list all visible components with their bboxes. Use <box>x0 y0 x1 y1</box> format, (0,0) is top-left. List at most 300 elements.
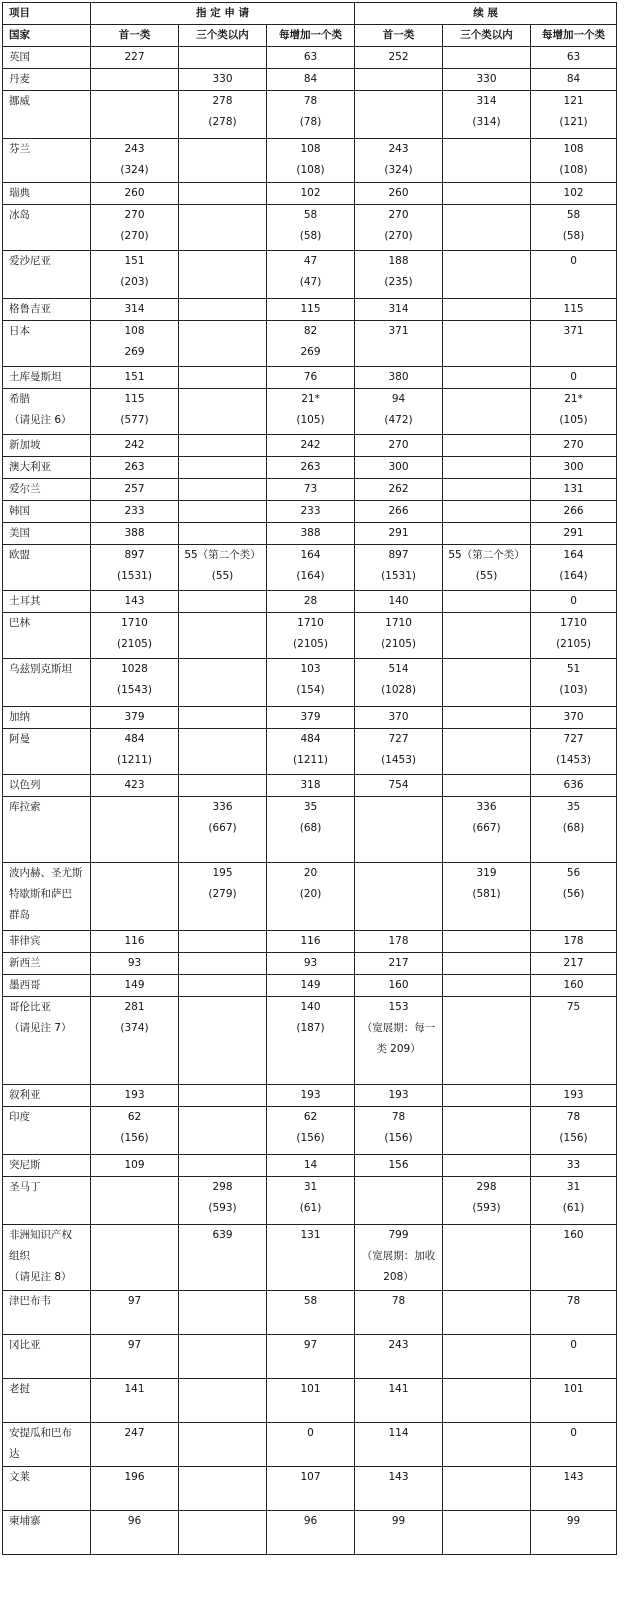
country-name-line: 韩国 <box>9 505 30 517</box>
fee-value-line: 109 <box>124 1159 145 1171</box>
fee-cell <box>267 479 355 501</box>
fee-value-line: 330 <box>476 73 497 85</box>
table-row <box>3 1291 617 1335</box>
fee-value-line: 108 <box>563 143 584 155</box>
country-cell <box>3 1467 91 1511</box>
fee-value-line: 269 <box>300 346 321 358</box>
fee-cell <box>355 975 443 997</box>
fee-cell <box>355 797 443 863</box>
fee-value-line: 141 <box>388 1383 409 1395</box>
fee-cell <box>267 1225 355 1291</box>
fee-cell <box>267 205 355 251</box>
fee-cell <box>267 435 355 457</box>
fee-cell <box>443 389 531 435</box>
fee-value-line: (279) <box>208 888 237 900</box>
fee-cell <box>267 1155 355 1177</box>
fee-value-line: 380 <box>388 371 409 383</box>
country-cell <box>3 1085 91 1107</box>
fee-value-line: 58 <box>303 209 318 221</box>
fee-cell <box>179 435 267 457</box>
table-row <box>3 707 617 729</box>
fee-cell <box>179 1423 267 1467</box>
fee-value-line: 291 <box>563 527 584 539</box>
fee-cell <box>179 367 267 389</box>
fee-value-line: 178 <box>388 935 409 947</box>
fee-value-line: 0 <box>570 371 577 383</box>
fee-value-line: (154) <box>296 684 325 696</box>
fee-value-line: 78 <box>303 95 318 107</box>
fee-cell <box>179 591 267 613</box>
fee-cell <box>179 659 267 707</box>
fee-value-line: 101 <box>563 1383 584 1395</box>
fee-cell <box>355 545 443 591</box>
fee-cell <box>179 251 267 299</box>
fee-cell <box>531 1335 617 1379</box>
fee-cell <box>91 435 179 457</box>
table-row <box>3 775 617 797</box>
table-row <box>3 501 617 523</box>
fee-cell <box>531 1379 617 1423</box>
fee-cell <box>355 205 443 251</box>
country-cell <box>3 523 91 545</box>
fee-value-line: 21* <box>301 393 320 405</box>
country-name-line: 墨西哥 <box>9 979 41 991</box>
fee-value-line: 278 <box>212 95 233 107</box>
fee-cell <box>91 389 179 435</box>
country-cell <box>3 997 91 1085</box>
fee-cell <box>267 91 355 139</box>
fee-cell <box>267 1085 355 1107</box>
country-cell <box>3 975 91 997</box>
fee-cell <box>91 545 179 591</box>
fee-cell <box>91 997 179 1085</box>
fee-value-line: (20) <box>299 888 322 900</box>
fee-value-line: 188 <box>388 255 409 267</box>
fee-value-line: 96 <box>127 1515 142 1527</box>
fee-cell <box>91 729 179 775</box>
fee-value-line: 754 <box>388 779 409 791</box>
fee-value-line: 115 <box>124 393 145 405</box>
country-cell <box>3 435 91 457</box>
fee-value-line: 115 <box>563 303 584 315</box>
country-cell <box>3 1225 91 1291</box>
fee-value-line: (105) <box>559 414 588 426</box>
fee-value-line: (2105) <box>293 638 328 650</box>
fee-value-line: 314 <box>124 303 145 315</box>
fee-cell <box>267 729 355 775</box>
fee-cell <box>179 1335 267 1379</box>
fee-value-line: 1028 <box>121 663 148 675</box>
fee-cell <box>179 1511 267 1555</box>
fee-value-line: 107 <box>300 1471 321 1483</box>
fee-cell <box>443 1335 531 1379</box>
fee-value-line: 1710 <box>560 617 587 629</box>
fee-cell <box>179 1107 267 1155</box>
fee-cell <box>91 47 179 69</box>
fee-value-line: 63 <box>566 51 581 63</box>
fee-cell <box>267 975 355 997</box>
table-row <box>3 1177 617 1225</box>
country-cell <box>3 797 91 863</box>
fee-value-line: 78 <box>391 1111 406 1123</box>
fee-cell <box>355 299 443 321</box>
fee-value-line: 193 <box>124 1089 145 1101</box>
table-row <box>3 251 617 299</box>
fee-cell <box>267 139 355 183</box>
fee-value-line: (1543) <box>117 684 152 696</box>
country-cell <box>3 1511 91 1555</box>
fee-cell <box>267 613 355 659</box>
fee-value-line: 1710 <box>121 617 148 629</box>
country-cell <box>3 613 91 659</box>
table-row <box>3 613 617 659</box>
fee-value-line: 233 <box>124 505 145 517</box>
fee-cell <box>355 91 443 139</box>
fee-cell <box>443 953 531 975</box>
fee-value-line: 257 <box>124 483 145 495</box>
fee-value-line: 1710 <box>385 617 412 629</box>
fee-cell <box>355 1085 443 1107</box>
country-cell <box>3 591 91 613</box>
country-name-line: 欧盟 <box>9 549 30 561</box>
fee-cell <box>531 729 617 775</box>
fee-cell <box>267 367 355 389</box>
country-name-line: 土库曼斯坦 <box>9 371 62 383</box>
table-row <box>3 389 617 435</box>
fee-cell <box>531 1467 617 1511</box>
fee-value-line: 639 <box>212 1229 233 1241</box>
table-row <box>3 659 617 707</box>
fee-cell <box>443 1511 531 1555</box>
subheader-first-class: 首一类 <box>91 25 179 47</box>
fee-cell <box>355 501 443 523</box>
fee-cell <box>531 1291 617 1335</box>
table-row <box>3 1107 617 1155</box>
country-cell <box>3 953 91 975</box>
fee-value-line: 33 <box>566 1159 581 1171</box>
country-name-line: （请见注 8） <box>9 1271 72 1283</box>
fee-cell <box>267 707 355 729</box>
country-cell <box>3 1291 91 1335</box>
fee-cell <box>355 775 443 797</box>
fee-cell <box>267 1379 355 1423</box>
fee-value-line: 270 <box>388 439 409 451</box>
fee-cell <box>267 523 355 545</box>
fee-value-line: 799 <box>388 1229 409 1241</box>
fee-value-line: 243 <box>388 143 409 155</box>
fee-cell <box>531 479 617 501</box>
fee-cell <box>179 389 267 435</box>
fee-cell <box>443 47 531 69</box>
fee-cell <box>179 797 267 863</box>
fee-value-line: 193 <box>388 1089 409 1101</box>
fee-cell <box>91 321 179 367</box>
fee-value-line: 263 <box>124 461 145 473</box>
fee-cell <box>531 1107 617 1155</box>
fee-cell <box>267 953 355 975</box>
fee-value-line: (55) <box>475 570 498 582</box>
fee-cell <box>91 1155 179 1177</box>
fee-value-line: 73 <box>303 483 318 495</box>
fee-value-line: (156) <box>559 1132 588 1144</box>
country-name-line: 阿曼 <box>9 733 30 745</box>
fee-cell <box>267 931 355 953</box>
fee-cell <box>355 367 443 389</box>
fee-value-line: (58) <box>562 230 585 242</box>
fee-value-line: (472) <box>384 414 413 426</box>
fee-cell <box>531 591 617 613</box>
header-row-groups <box>3 3 617 25</box>
fee-value-line: 636 <box>563 779 584 791</box>
country-cell <box>3 545 91 591</box>
fee-value-line: 84 <box>303 73 318 85</box>
fee-value-line: 101 <box>300 1383 321 1395</box>
fee-value-line: 160 <box>563 979 584 991</box>
fee-cell <box>91 183 179 205</box>
fee-cell <box>531 953 617 975</box>
fee-value-line: 291 <box>388 527 409 539</box>
fee-cell <box>179 47 267 69</box>
fee-cell <box>267 1423 355 1467</box>
fee-value-line: 28 <box>303 595 318 607</box>
country-cell <box>3 139 91 183</box>
subheader-renewal-first-class: 首一类 <box>355 25 443 47</box>
fee-cell <box>355 435 443 457</box>
fee-cell <box>267 775 355 797</box>
fee-cell <box>91 863 179 931</box>
fee-cell <box>179 863 267 931</box>
fee-value-line: (667) <box>208 822 237 834</box>
fee-cell <box>179 1291 267 1335</box>
country-name-line: 芬兰 <box>9 143 30 155</box>
fee-value-line: 298 <box>476 1181 497 1193</box>
fee-value-line: 243 <box>388 1339 409 1351</box>
country-name-line: 突尼斯 <box>9 1159 41 1171</box>
fee-value-line: 14 <box>303 1159 318 1171</box>
fee-cell <box>91 1423 179 1467</box>
fee-cell <box>443 251 531 299</box>
fee-cell <box>91 91 179 139</box>
fee-value-line: 897 <box>124 549 145 561</box>
fee-cell <box>355 997 443 1085</box>
fee-cell <box>443 1177 531 1225</box>
fee-value-line: 78 <box>391 1295 406 1307</box>
subheader-renewal-within-three: 三个类以内 <box>443 25 531 47</box>
fee-cell <box>443 1155 531 1177</box>
fee-cell <box>443 775 531 797</box>
fee-cell <box>179 1379 267 1423</box>
fee-cell <box>91 1177 179 1225</box>
item-header: 项目 <box>3 3 91 25</box>
fee-cell <box>91 1107 179 1155</box>
fee-cell <box>91 139 179 183</box>
fee-cell <box>179 69 267 91</box>
fee-value-line: 149 <box>124 979 145 991</box>
fee-value-line: (203) <box>120 276 149 288</box>
fee-cell <box>267 501 355 523</box>
fee-cell <box>179 953 267 975</box>
table-row <box>3 139 617 183</box>
fee-cell <box>91 457 179 479</box>
country-cell <box>3 775 91 797</box>
country-name-line: 爱沙尼亚 <box>9 255 51 267</box>
fee-cell <box>91 1291 179 1335</box>
fee-cell <box>267 1107 355 1155</box>
table-row <box>3 1335 617 1379</box>
country-name-line: 群岛 <box>9 909 30 921</box>
fee-cell <box>355 389 443 435</box>
fee-value-line: 270 <box>388 209 409 221</box>
country-cell <box>3 501 91 523</box>
fee-cell <box>531 457 617 479</box>
fee-value-line: 114 <box>388 1427 409 1439</box>
fee-value-line: 116 <box>124 935 145 947</box>
fee-cell <box>531 321 617 367</box>
fee-value-line: 63 <box>303 51 318 63</box>
fee-value-line: (68) <box>562 822 585 834</box>
country-name-line: 安提瓜和巴布 <box>9 1427 72 1439</box>
fee-value-line: 140 <box>388 595 409 607</box>
fee-cell <box>531 1085 617 1107</box>
fee-value-line: 78 <box>566 1295 581 1307</box>
fee-value-line: 227 <box>124 51 145 63</box>
fee-value-line: 108 <box>124 325 145 337</box>
country-name-line: 叙利亚 <box>9 1089 41 1101</box>
table-row <box>3 1467 617 1511</box>
fee-value-line: 84 <box>566 73 581 85</box>
fee-cell <box>443 1379 531 1423</box>
fee-value-line: 94 <box>391 393 406 405</box>
fee-cell <box>531 435 617 457</box>
fee-value-line: (2105) <box>381 638 416 650</box>
table-row <box>3 997 617 1085</box>
fee-value-line: 233 <box>300 505 321 517</box>
fee-value-line: 58 <box>566 209 581 221</box>
country-name-line: 柬埔寨 <box>9 1515 41 1527</box>
fee-value-line: 195 <box>212 867 233 879</box>
fee-value-line: 193 <box>563 1089 584 1101</box>
table-row <box>3 931 617 953</box>
fee-cell <box>91 613 179 659</box>
fee-value-line: 153 <box>388 1001 409 1013</box>
fee-cell <box>531 501 617 523</box>
fee-cell <box>267 457 355 479</box>
fee-value-line: 484 <box>124 733 145 745</box>
fee-cell <box>179 997 267 1085</box>
fee-cell <box>355 613 443 659</box>
country-name-line: 特歇斯和萨巴 <box>9 888 72 900</box>
fee-cell <box>91 1085 179 1107</box>
fee-value-line: 151 <box>124 255 145 267</box>
fee-value-line: (187) <box>296 1022 325 1034</box>
table-body <box>3 47 617 1555</box>
country-name-line: 日本 <box>9 325 30 337</box>
fee-value-line: 164 <box>563 549 584 561</box>
fee-value-line: (278) <box>208 116 237 128</box>
country-cell <box>3 299 91 321</box>
fee-value-line: (324) <box>384 164 413 176</box>
country-name-line: （请见注 6） <box>9 414 72 426</box>
fee-cell <box>443 321 531 367</box>
fee-cell <box>443 457 531 479</box>
fee-value-line: 131 <box>563 483 584 495</box>
fee-cell <box>91 523 179 545</box>
fee-value-line: 108 <box>300 143 321 155</box>
fee-cell <box>91 367 179 389</box>
country-name-line: 达 <box>9 1448 20 1460</box>
fee-value-line: 143 <box>388 1471 409 1483</box>
country-name-line: 加纳 <box>9 711 30 723</box>
fee-value-line: 21* <box>564 393 583 405</box>
fee-cell <box>355 1423 443 1467</box>
table-row <box>3 591 617 613</box>
fee-cell <box>91 775 179 797</box>
fee-value-line: 727 <box>388 733 409 745</box>
fee-value-line: (577) <box>120 414 149 426</box>
fee-value-line: 类 209） <box>376 1043 421 1055</box>
country-name-line: 圣马丁 <box>9 1181 41 1193</box>
fee-cell <box>443 997 531 1085</box>
fee-value-line: 423 <box>124 779 145 791</box>
country-name-line: 库拉索 <box>9 801 41 813</box>
fee-value-line: 178 <box>563 935 584 947</box>
fee-cell <box>355 707 443 729</box>
fee-value-line: 260 <box>124 187 145 199</box>
country-name-line: 乌兹别克斯坦 <box>9 663 72 675</box>
fee-value-line: (667) <box>472 822 501 834</box>
fee-value-line: (2105) <box>556 638 591 650</box>
fee-value-line: 164 <box>300 549 321 561</box>
table-row <box>3 797 617 863</box>
fee-cell <box>91 707 179 729</box>
country-name-line: 土耳其 <box>9 595 41 607</box>
subheader-within-three: 三个类以内 <box>179 25 267 47</box>
fee-cell <box>443 479 531 501</box>
fee-value-line: (581) <box>472 888 501 900</box>
fee-cell <box>267 997 355 1085</box>
fee-value-line: (58) <box>299 230 322 242</box>
fee-cell <box>91 931 179 953</box>
country-name-line: 丹麦 <box>9 73 30 85</box>
fee-cell <box>91 659 179 707</box>
fee-value-line: 0 <box>570 595 577 607</box>
fee-cell <box>267 299 355 321</box>
country-cell <box>3 707 91 729</box>
fee-cell <box>179 299 267 321</box>
table-row <box>3 1225 617 1291</box>
fee-value-line: 51 <box>566 663 581 675</box>
fee-value-line: (1211) <box>117 754 152 766</box>
fee-value-line: (593) <box>208 1202 237 1214</box>
fee-value-line: 193 <box>300 1089 321 1101</box>
fee-value-line: (108) <box>559 164 588 176</box>
fee-cell <box>179 707 267 729</box>
fee-cell <box>443 183 531 205</box>
fee-cell <box>267 389 355 435</box>
country-cell <box>3 321 91 367</box>
fee-value-line: 56 <box>566 867 581 879</box>
table-row <box>3 523 617 545</box>
fee-cell <box>91 69 179 91</box>
fee-cell <box>531 797 617 863</box>
fee-cell <box>267 863 355 931</box>
fee-value-line: (105) <box>296 414 325 426</box>
fee-value-line: (78) <box>299 116 322 128</box>
fee-cell <box>531 523 617 545</box>
fee-value-line: 330 <box>212 73 233 85</box>
fee-cell <box>531 251 617 299</box>
country-name-line: 新加坡 <box>9 439 41 451</box>
